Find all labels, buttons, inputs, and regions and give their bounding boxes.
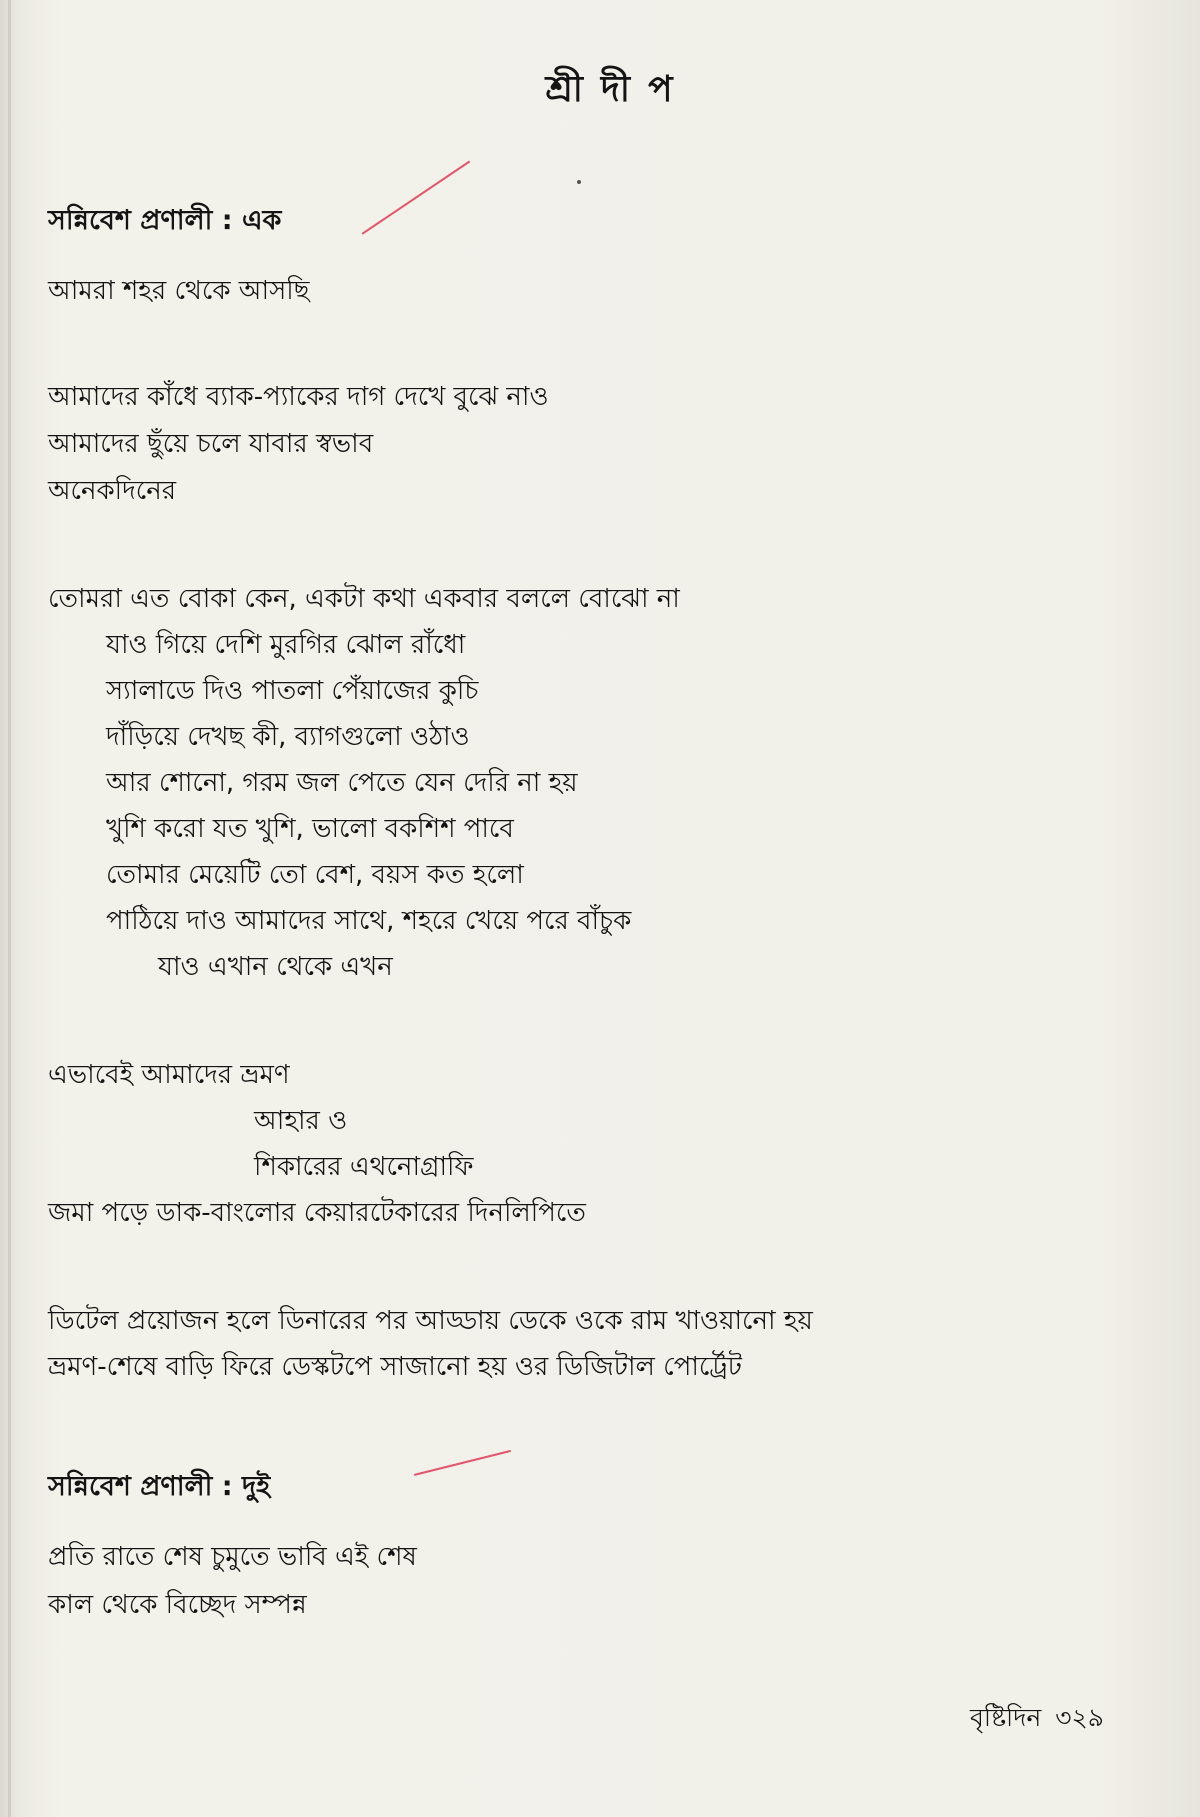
pen-mark xyxy=(361,160,470,234)
pen-mark xyxy=(414,1450,512,1476)
poem-line: কাল থেকে বিচ্ছেদ সম্পন্ন xyxy=(48,1590,307,1620)
poem-line: এভাবেই আমাদের ভ্রমণ xyxy=(48,1060,290,1090)
poem-line: আমাদের কাঁধে ব্যাক-প্যাকের দাগ দেখে বুঝে নাও xyxy=(48,382,549,412)
poem-line: আমরা শহর থেকে আসছি xyxy=(48,276,310,306)
section-heading: সন্নিবেশ প্রণালী : এক xyxy=(48,205,282,236)
page-number: ৩২৯ xyxy=(1055,1703,1104,1732)
poem-line: আহার ও xyxy=(254,1106,348,1136)
poem-line: দাঁড়িয়ে দেখছ কী, ব্যাগগুলো ওঠাও xyxy=(106,722,470,752)
running-title: বৃষ্টিদিন xyxy=(970,1703,1042,1732)
paper-speck xyxy=(577,180,581,184)
page-footer xyxy=(956,1698,1104,1741)
poem-line: অনেকদিনের xyxy=(48,476,177,506)
poem-line: তোমার মেয়েটি তো বেশ, বয়স কত হলো xyxy=(106,860,524,890)
poem-line: পাঠিয়ে দাও আমাদের সাথে, শহরে খেয়ে পরে বাঁচুক xyxy=(106,906,632,936)
poem-line: যাও গিয়ে দেশি মুরগির ঝোল রাঁধো xyxy=(106,630,466,660)
poem-line: আমাদের ছুঁয়ে চলে যাবার স্বভাব xyxy=(48,429,374,459)
poem-line: প্রতি রাতে শেষ চুমুতে ভাবি এই শেষ xyxy=(48,1542,417,1572)
poem-line: আর শোনো, গরম জল পেতে যেন দেরি না হয় xyxy=(106,768,578,798)
poem-line: স্যালাডে দিও পাতলা পেঁয়াজের কুচি xyxy=(106,676,479,706)
poem-line: ডিটেল প্রয়োজন হলে ডিনারের পর আড্ডায় ডেকে ওকে রাম খাওয়ানো হয় xyxy=(48,1306,813,1336)
poem-line: শিকারের এথনোগ্রাফি xyxy=(254,1152,474,1182)
poem-line: খুশি করো যত খুশি, ভালো বকশিশ পাবে xyxy=(106,814,514,844)
poem-line: ভ্রমণ-শেষে বাড়ি ফিরে ডেস্কটপে সাজানো হয় ওর ডিজিটাল পোর্ট্রেট xyxy=(48,1352,742,1382)
page-gutter xyxy=(8,0,11,1817)
section-heading: সন্নিবেশ প্রণালী : দুই xyxy=(48,1471,271,1502)
poem-line: যাও এখান থেকে এখন xyxy=(158,952,393,982)
poem-line: জমা পড়ে ডাক-বাংলোর কেয়ারটেকারের দিনলিপিতে xyxy=(48,1198,586,1228)
poem-title: শ্রীদীপ xyxy=(545,69,691,110)
poem-line: তোমরা এত বোকা কেন, একটা কথা একবার বললে বোঝো না xyxy=(48,584,680,614)
